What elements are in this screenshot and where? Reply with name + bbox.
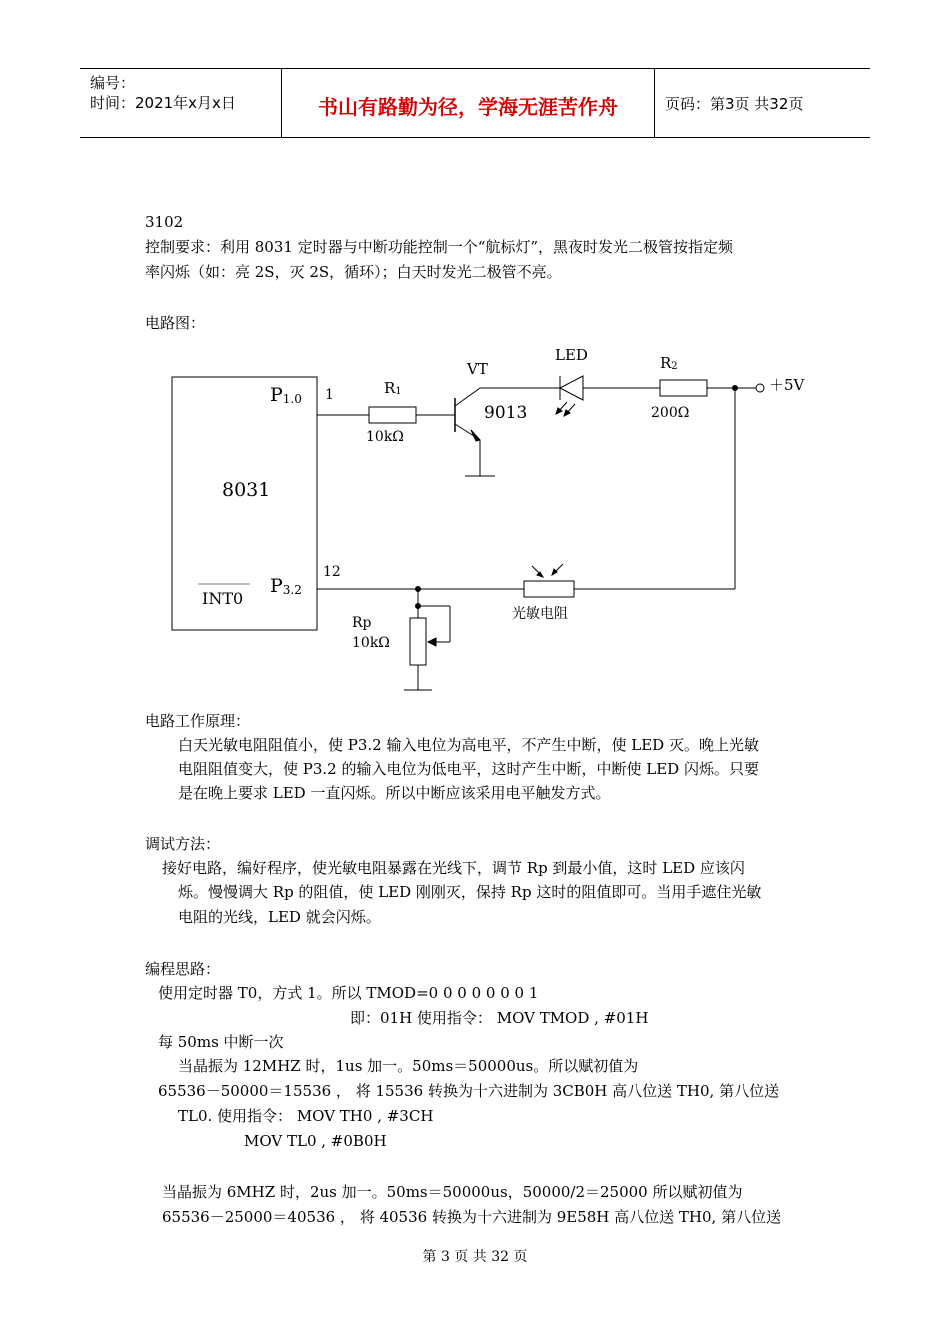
pin-p32-label: P3.2 xyxy=(270,575,302,597)
r2-label: R2 xyxy=(660,354,678,372)
programming-line: MOV TL0 , #0B0H xyxy=(244,1132,387,1150)
potentiometer-rp xyxy=(410,618,426,665)
junction-dot xyxy=(733,386,738,391)
ldr-label: 光敏电阻 xyxy=(512,606,568,622)
r1-label: R1 xyxy=(384,379,402,397)
transistor-collector xyxy=(455,388,480,406)
principle-line: 是在晚上要求 LED 一直闪烁。所以中断应该采用电平触发方式。 xyxy=(178,784,611,802)
header-divider xyxy=(654,69,655,137)
rp-value: 10kΩ xyxy=(352,635,390,651)
programming-line: 当晶振为 6MHZ 时，2us 加一。50ms＝50000us，50000/2＝25000 所以赋初值为 xyxy=(162,1183,743,1201)
junction-dot xyxy=(416,587,421,592)
requirement-line: 率闪烁（如：亮 2S，灭 2S，循环）；白天时发光二极管不亮。 xyxy=(145,263,562,281)
photoresistor-ldr xyxy=(524,581,574,597)
header-motto: 书山有路勤为径，学海无涯苦作舟 xyxy=(318,95,618,119)
programming-line: TL0. 使用指令： MOV TH0 , #3CH xyxy=(178,1107,434,1125)
led-diode xyxy=(560,376,583,400)
int0-label: INT0 xyxy=(202,589,244,608)
pin-p10-label: P1.0 xyxy=(270,384,302,406)
led-label: LED xyxy=(555,346,588,364)
principle-line: 白天光敏电阻阻值小，使 P3.2 输入电位为高电平，不产生中断，使 LED 灭。晚上光敏 xyxy=(178,736,759,754)
programming-line: 当晶振为 12MHZ 时，1us 加一。50ms＝50000us。所以赋初值为 xyxy=(178,1057,639,1075)
pin-1-label: 1 xyxy=(325,387,334,403)
vcc-label: ＋5V xyxy=(769,376,805,394)
vcc-terminal xyxy=(756,384,764,392)
transistor-label: 9013 xyxy=(484,403,528,423)
programming-title: 编程思路： xyxy=(145,960,221,978)
r1-value: 10kΩ xyxy=(366,429,404,445)
programming-line: 65536－50000＝15536 ， 将 15536 转换为十六进制为 3CB0H 高八位送 TH0, 第八位送 xyxy=(158,1082,780,1100)
debug-line: 电阻的光线，LED 就会闪烁。 xyxy=(178,908,381,926)
requirement-line: 控制要求：利用 8031 定时器与中断功能控制一个“航标灯”，黑夜时发光二极管按指定频 xyxy=(145,238,734,256)
junction-dot xyxy=(416,604,421,609)
page-footer: 第 3 页 共 32 页 xyxy=(422,1249,528,1265)
resistor-r1 xyxy=(369,407,416,423)
circuit-diagram xyxy=(0,330,950,710)
r2-value: 200Ω xyxy=(651,405,690,421)
pin-12-label: 12 xyxy=(323,564,341,580)
programming-line: 65536－25000＝40536 ， 将 40536 转换为十六进制为 9E58H 高八位送 TH0, 第八位送 xyxy=(162,1208,782,1226)
resistor-r2 xyxy=(660,380,707,396)
document-number-label: 编号： xyxy=(90,74,136,92)
programming-line: 即：01H 使用指令： MOV TMOD , #01H xyxy=(350,1009,649,1027)
rp-label: Rp xyxy=(352,615,372,631)
wiper-arrow xyxy=(428,638,436,646)
header-meta xyxy=(90,73,236,113)
debug-line: 烁。慢慢调大 Rp 的阻值，使 LED 刚刚灭，保持 Rp 这时的阻值即可。当用手遮住光敏 xyxy=(178,883,762,901)
programming-line: 每 50ms 中断一次 xyxy=(158,1033,284,1051)
programming-line: 使用定时器 T0，方式 1。所以 TMOD=0 0 0 0 0 0 0 1 xyxy=(158,984,539,1002)
document-time-label: 时间：2021年x月x日 xyxy=(90,94,236,112)
header-page-label: 页码：第3页 共32页 xyxy=(665,95,804,113)
debug-title: 调试方法： xyxy=(145,835,221,853)
circuit-diagram-label: 电路图： xyxy=(145,314,206,332)
section-code: 3102 xyxy=(145,213,184,231)
principle-title: 电路工作原理： xyxy=(145,712,251,730)
chip-label: 8031 xyxy=(222,479,271,501)
page-header xyxy=(80,68,870,138)
vt-label: VT xyxy=(467,360,488,378)
principle-line: 电阻阻值变大，使 P3.2 的输入电位为低电平，这时产生中断，中断使 LED 闪烁。只要 xyxy=(178,760,759,778)
debug-line: 接好电路，编好程序，使光敏电阻暴露在光线下，调节 Rp 到最小值，这时 LED 应该闪 xyxy=(162,859,745,877)
